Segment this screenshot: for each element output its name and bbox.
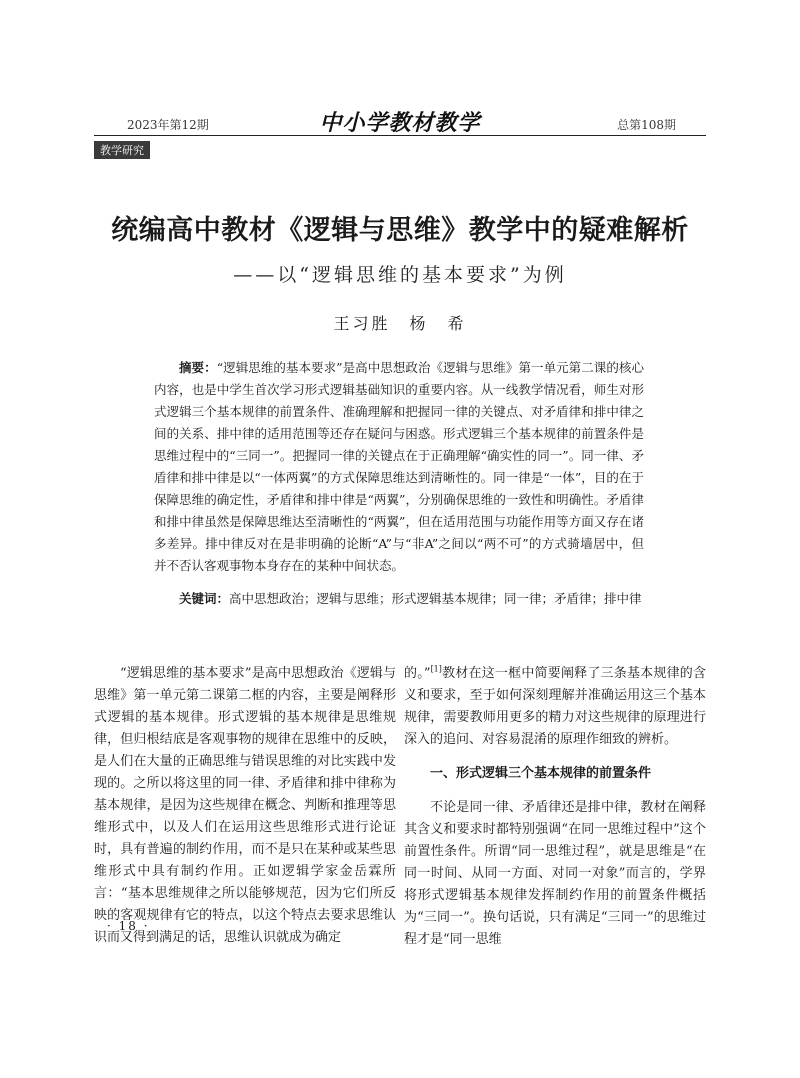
- header-rule: [94, 135, 706, 136]
- body-column-right: [404, 663, 706, 951]
- keywords: [154, 588, 644, 610]
- body-paragraph: [404, 663, 706, 751]
- body-column-left: [94, 663, 396, 949]
- abstract-text: “逻辑思维的基本要求”是高中思想政治《逻辑与思维》第一单元第二课的核心内容，也是中学生首次学习形式逻辑基础知识的重要内容。从一线教学情况看，师生对形式逻辑三个基本规律的前置条件、准确理解和把握同一律的关键点、对矛盾律和排中律之间的关系、排中律的适用范围等还存在疑问与困惑。形式逻辑三个基本规律的前置条件是思维过程中的“三同一”。把握同一律的关键点在于正确理解“确实性的同一”。同一律、矛盾律和排中律是以“一体两翼”的方式保障思维达到清晰性的。同一律是“一体”，目的在于保障思维的确定性，矛盾律和排中律是“两翼”，分别确保思维的一致性和明确性。矛盾律和排中律虽然是保障思维达至清晰性的“两翼”，但在适用范围与功能作用等方面又存在诸多差异。排中律反对在是非明确的论断“A”与“非A”之间以“两不可”的方式骑墙居中，但并不否认客观事物本身存在的某种中间状态。: [154, 360, 644, 573]
- body-paragraph: “逻辑思维的基本要求”是高中思想政治《逻辑与思维》第一单元第二课第二框的内容，主要是阐释形式逻辑的基本规律。形式逻辑的基本规律是思维规律，但归根结底是客观事物的规律在思维中的反映，是人们在大量的正确思维与错误思维的对比实践中发现的。之所以将这里的同一律、矛盾律和排中律称为基本规律，是因为这些规律在概念、判断和推理等思维形式中，以及人们在运用这些思维形式进行论证时，具有普遍的制约作用，而不是只在某种或某些思维形式中具有制约作用。正如逻辑学家金岳霖所言：“基本思维规律之所以能够规范，因为它们所反映的客观规律有它的特点，以这个特点去要求思维认识而又得到满足的话，思维认识就成为确定: [94, 666, 396, 945]
- journal-logo: 中小学教材教学: [319, 111, 481, 136]
- section-tag: 教学研究: [94, 141, 150, 159]
- section-heading: 一、形式逻辑三个基本规律的前置条件: [430, 766, 652, 781]
- keywords-label: 关键词：: [179, 591, 230, 606]
- keywords-text: 高中思想政治；逻辑与思维；形式逻辑基本规律；同一律；矛盾律；排中律: [229, 591, 642, 606]
- issue-number-left: 2023年第12期: [127, 118, 209, 132]
- citation-reference: [1]: [430, 664, 442, 674]
- article-authors: 王习胜 杨 希: [333, 314, 467, 333]
- abstract: [154, 357, 644, 577]
- page-number: · 18 ·: [107, 919, 150, 933]
- issue-number-right: 总第108期: [617, 118, 676, 132]
- article-subtitle: ——以“逻辑思维的基本要求”为例: [233, 264, 567, 286]
- body-paragraph: 不论是同一律、矛盾律还是排中律，教材在阐释其含义和要求时都特别强调“在同一思维过程中”这个前置性条件。所谓“同一思维过程”，就是思维是“在同一时间、从同一方面、对同一对象”而言的，学界将形式逻辑基本规律发挥制约作用的前置条件概括为“三同一”。换句话说，只有满足“三同一”的思维过程才是“同一思维: [404, 800, 706, 947]
- paragraph-text: 教材在这一框中简要阐释了三条基本规律的含义和要求，至于如何深刻理解并准确运用这三个基本规律，需要教师用更多的精力对这些规律的原理进行深入的追问、对容易混淆的原理作细致的辨析。: [404, 666, 706, 747]
- article-title: 统编高中教材《逻辑与思维》教学中的疑难解析: [111, 215, 689, 246]
- abstract-label: 摘要：: [179, 360, 217, 375]
- paragraph-text: 的。”: [404, 666, 431, 681]
